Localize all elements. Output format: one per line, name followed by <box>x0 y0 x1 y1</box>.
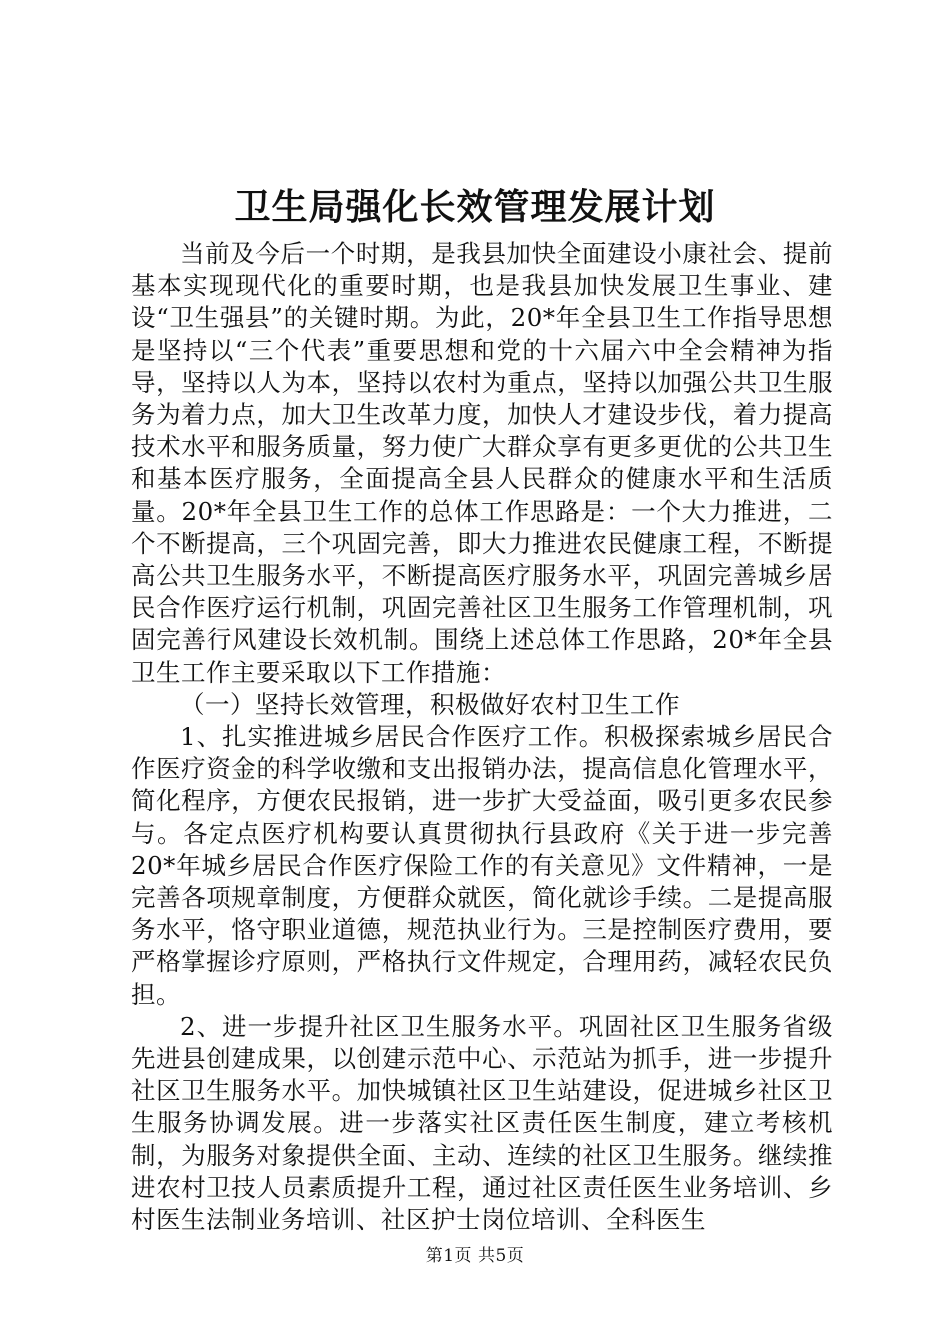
paragraph-intro: 当前及今后一个时期，是我县加快全面建设小康社会、提前基本实现现代化的重要时期，也是我县加快发展卫生事业、建设“卫生强县”的关键时期。为此，20*年全县卫生工作指导思想是坚持以“三个代表”重要思想和党的十六届六中全会精神为指导，坚持以人为本，坚持以农村为重点，坚持以加强公共卫生服务为着力点，加大卫生改革力度，加快人才建设步伐，着力提高技术水平和服务质量，努力使广大群众享有更多更优的公共卫生和基本医疗服务，全面提高全县人民群众的健康水平和生活质量。20*年全县卫生工作的总体工作思路是：一个大力推进，二个不断提高，三个巩固完善，即大力推进农民健康工程，不断提高公共卫生服务水平，不断提高医疗服务水平，巩固完善城乡居民合作医疗运行机制，巩固完善社区卫生服务工作管理机制，巩固完善行风建设长效机制。围绕上述总体工作思路，20*年全县卫生工作主要采取以下工作措施： <box>131 239 833 687</box>
paragraph-item-1: 1、扎实推进城乡居民合作医疗工作。积极探索城乡居民合作医疗资金的科学收缴和支出报销办法，提高信息化管理水平，简化程序，方便农民报销，进一步扩大受益面，吸引更多农民参与。各定点医疗机构要认真贯彻执行县政府《关于进一步完善20*年城乡居民合作医疗保险工作的有关意见》文件精神，一是完善各项规章制度，方便群众就医，简化就诊手续。二是提高服务水平，恪守职业道德，规范执业行为。三是控制医疗费用，要严格掌握诊疗原则，严格执行文件规定，合理用药，减轻农民负担。 <box>131 722 833 1009</box>
document-body <box>131 238 833 1236</box>
page-number-footer: 第1页 共5页 <box>425 1246 525 1266</box>
document-title: 卫生局强化长效管理发展计划 <box>234 186 716 228</box>
section-heading: （一）坚持长效管理，积极做好农村卫生工作 <box>180 689 680 719</box>
paragraph-item-2: 2、进一步提升社区卫生服务水平。巩固社区卫生服务省级先进县创建成果，以创建示范中心、示范站为抓手，进一步提升社区卫生服务水平。加快城镇社区卫生站建设，促进城乡社区卫生服务协调发展。进一步落实社区责任医生制度，建立考核机制，为服务对象提供全面、主动、连续的社区卫生服务。继续推进农村卫技人员素质提升工程，通过社区责任医生业务培训、乡村医生法制业务培训、社区护士岗位培训、全科医生 <box>131 1011 833 1235</box>
